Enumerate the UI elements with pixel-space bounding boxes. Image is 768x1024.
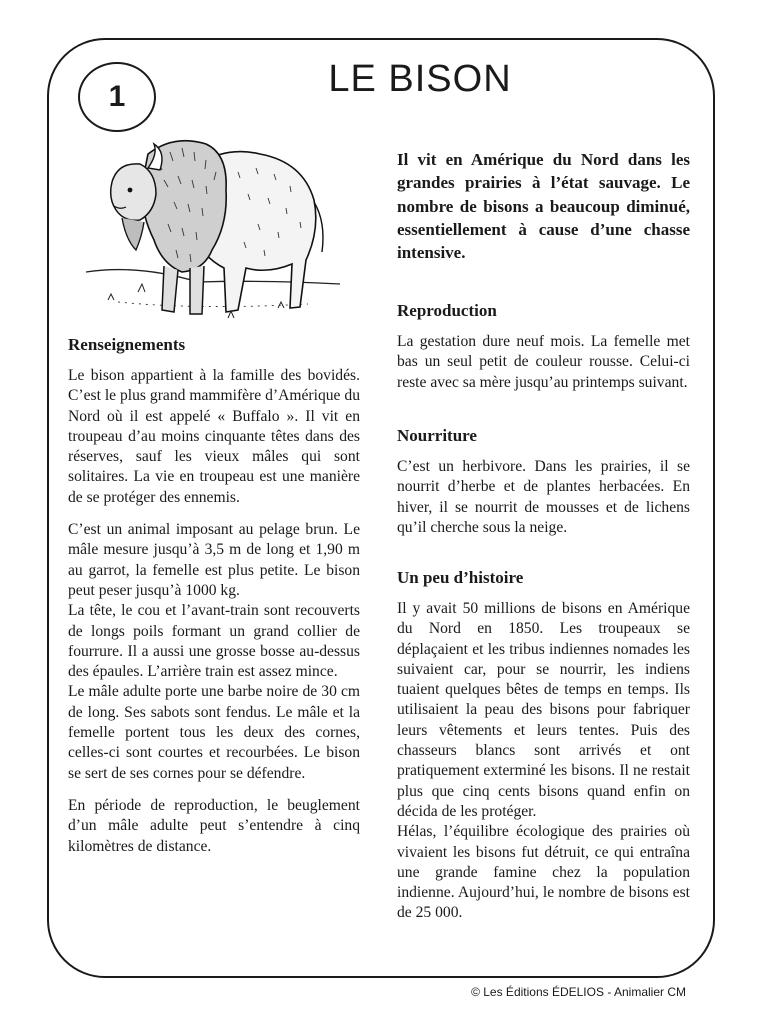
card-number: 1 — [78, 62, 156, 132]
paragraph: C’est un animal imposant au pelage brun. Le mâle mesure jusqu’à 3,5 m de long et 1,90 m au garrot, la femelle est plus petite. Le bison peut peser jusqu’à 1000 kg. — [68, 521, 360, 599]
paragraph: C’est un herbivore. Dans les prairies, il se nourrit d’herbe et de plantes herbacées. En hiver, il se nourrit de mousses et de lichens qu’il cherche sous la neige. — [397, 458, 690, 536]
page-title: LE BISON — [328, 58, 512, 100]
paragraph: La gestation dure neuf mois. La femelle met bas un seul petit de couleur rousse. Celui-ci reste avec sa mère jusqu’au printemps suivant. — [397, 333, 690, 391]
heading-renseignements: Renseignements — [68, 335, 186, 354]
paragraph: Le mâle adulte porte une barbe noire de 30 cm de long. Ses sabots sont fendus. Le mâle et la femelle portent tous les deux des cornes, celles-ci sont courtes et recourbées. Le bison se sert de ses cornes pour se défendre. — [68, 683, 360, 782]
heading-nourriture: Nourriture — [397, 426, 477, 445]
section-histoire — [397, 567, 690, 924]
intro-text: Il vit en Amérique du Nord dans les grandes prairies à l’état sauvage. Le nombre de bisons a beaucoup diminué, essentiellement à cause d’une chasse intensive. — [397, 150, 690, 263]
paragraph: Il y avait 50 millions de bisons en Amérique du Nord en 1850. Les troupeaux se déplaçaient et les tribus indiennes nomades les suivaient car, pour se nourrir, les indiens tuaient quelques bêtes de temps en temps. Ils utilisaient la peau des bisons pour fabriquer leurs vêtements et leurs tentes. Puis des chasseurs blancs sont arrivés et ont pratiquement exterminé les bisons. Il ne restait plus que cinq cents bisons quand enfin on décida de les protéger. — [397, 600, 690, 820]
heading-histoire: Un peu d’histoire — [397, 568, 524, 587]
heading-reproduction: Reproduction — [397, 301, 497, 320]
section-renseignements — [68, 334, 360, 857]
paragraph: La tête, le cou et l’avant-train sont recouverts de longs poils formant un grand collier de fourrure. Il a aussi une grosse bosse au-dessus des épaules. L’arrière train est assez mince. — [68, 602, 360, 681]
section-reproduction — [397, 300, 690, 393]
bison-illustration-icon — [78, 132, 348, 327]
paragraph: Hélas, l’équilibre écologique des prairies où vivaient les bisons fut détruit, ce qui entraîna une grande famine chez la population indienne. Aujourd’hui, le nombre de bisons est de 25 000. — [397, 823, 690, 922]
footer-copyright: © Les Éditions ÉDELIOS - Animalier CM — [471, 985, 686, 999]
paragraph: En période de reproduction, le beuglement d’un mâle adulte peut s’entendre à cinq kilomètres de distance. — [68, 796, 360, 855]
section-nourriture — [397, 425, 690, 538]
paragraph: Le bison appartient à la famille des bovidés. C’est le plus grand mammifère d’Amérique du Nord où il est appelé « Buffalo ». Il vit en troupeau d’au moins cinquante têtes dans des réserves, sauf les vieux mâles qui sont solitaires. La vie en troupeau est une manière de se protéger des ennemis. — [68, 367, 360, 506]
